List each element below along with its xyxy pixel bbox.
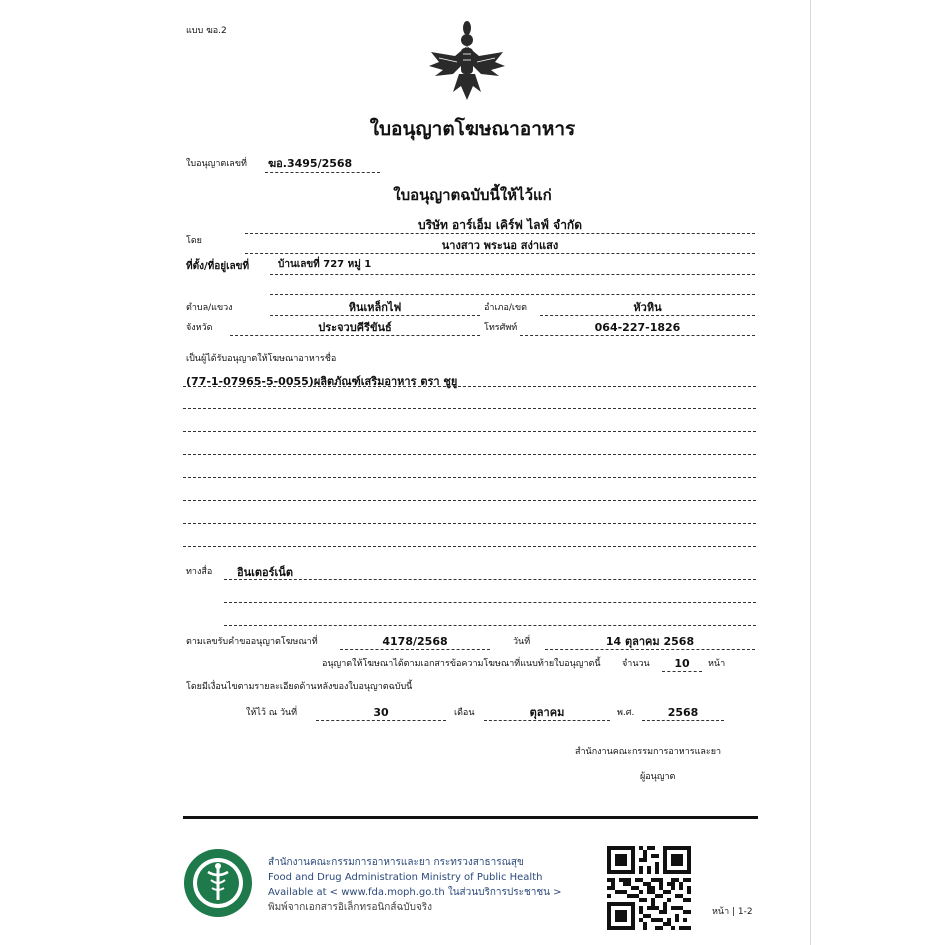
request-no-line (340, 649, 490, 650)
province-label: จังหวัด (186, 323, 213, 333)
footer-rule (183, 816, 758, 819)
request-no-value: 4178/2568 (382, 635, 448, 648)
qr-code-icon (607, 846, 691, 930)
given-label: ให้ไว้ ณ วันที่ (246, 708, 298, 718)
media-value: อินเตอร์เน็ต (237, 566, 293, 579)
pages-line (662, 671, 702, 672)
footer-line-1: สำนักงานคณะกรรมการอาหารและยา กระทรวงสาธารณสุข (268, 857, 524, 868)
phone-value: 064-227-1826 (594, 321, 681, 334)
page-number: หน้า | 1-2 (712, 907, 753, 917)
document-title: ใบอนุญาตโฆษณาอาหาร (369, 118, 576, 140)
district-value: หัวหิน (633, 301, 662, 314)
product-line-1 (183, 386, 756, 387)
footer-line-2: Food and Drug Administration Ministry of Public Health (268, 872, 543, 883)
issued-to-label: ใบอนุญาตฉบับนี้ให้ไว้แก่ (393, 186, 552, 204)
district-line (540, 315, 755, 316)
given-month: ตุลาคม (529, 706, 565, 719)
product-line-8 (183, 546, 756, 547)
district-label: อำเภอ/เขต (484, 303, 527, 313)
product-line-5 (183, 477, 756, 478)
address-value: บ้านเลขที่ 727 หมู่ 1 (278, 259, 372, 270)
license-no-line (265, 172, 380, 173)
by-line (245, 253, 755, 254)
permit-text: อนุญาตให้โฆษณาได้ตามเอกสารข้อความโฆษณาที่แนบท้ายใบอนุญาตนี้ (322, 659, 601, 669)
province-line (230, 335, 480, 336)
media-line-3 (224, 625, 756, 626)
product-name: (77-1-07965-5-0055)ผลิตภัณฑ์เสริมอาหาร ตรา ชูยู (186, 375, 458, 388)
phone-label: โทรศัพท์ (484, 323, 518, 333)
province-value: ประจวบคีรีขันธ์ (318, 321, 392, 334)
pages-unit: หน้า (708, 659, 726, 669)
garuda-emblem-icon (425, 18, 510, 103)
pages-label: จำนวน (622, 659, 650, 669)
address-line-1 (270, 274, 755, 275)
media-line-1 (224, 579, 756, 580)
pages-value: 10 (674, 657, 690, 670)
footer-line-4: พิมพ์จากเอกสารอิเล็กทรอนิกส์ฉบับจริง (268, 902, 433, 913)
phone-line (520, 335, 755, 336)
licensor-label: ผู้อนุญาต (640, 772, 676, 782)
given-year: 2568 (667, 706, 699, 719)
product-label: เป็นผู้ได้รับอนุญาตให้โฆษณาอาหารชื่อ (186, 354, 337, 364)
form-code: แบบ ฆอ.2 (186, 26, 227, 36)
ministry-seal-icon (183, 848, 253, 918)
license-no-value: ฆอ.3495/2568 (268, 157, 353, 170)
given-year-label: พ.ศ. (617, 708, 635, 718)
product-line-2 (183, 408, 756, 409)
product-line-3 (183, 431, 756, 432)
by-value: นางสาว พระนอ สง่าแสง (441, 239, 559, 252)
address-line-2 (270, 294, 755, 295)
given-day-line (316, 720, 446, 721)
subdistrict-label: ตำบล/แขวง (186, 303, 233, 313)
license-no-label: ใบอนุญาตเลขที่ (186, 159, 247, 169)
request-date-line (545, 649, 755, 650)
conditions-text: โดยมีเงื่อนไขตามรายละเอียดด้านหลังของใบอนุญาตฉบับนี้ (186, 682, 413, 692)
footer-line-3: Available at < www.fda.moph.go.th ในส่วนบริการประชาชน > (268, 887, 562, 898)
authority-name: สำนักงานคณะกรรมการอาหารและยา (575, 747, 722, 757)
given-year-line (642, 720, 724, 721)
given-month-label: เดือน (454, 708, 475, 718)
subdistrict-line (270, 315, 480, 316)
media-label: ทางสื่อ (186, 567, 213, 577)
product-line-4 (183, 454, 756, 455)
given-day: 30 (373, 706, 389, 719)
company-line (245, 233, 755, 234)
request-date-label: วันที่ (513, 637, 531, 647)
subdistrict-value: หินเหล็กไฟ (348, 301, 402, 314)
product-line-6 (183, 500, 756, 501)
request-date-value: 14 ตุลาคม 2568 (605, 635, 695, 648)
page-edge (810, 0, 811, 945)
product-line-7 (183, 523, 756, 524)
media-line-2 (224, 602, 756, 603)
address-label: ที่ตั้ง/ที่อยู่เลขที่ (186, 261, 250, 272)
request-no-label: ตามเลขรับคำขออนุญาตโฆษณาที่ (186, 637, 318, 647)
given-month-line (484, 720, 610, 721)
by-label: โดย (186, 236, 202, 246)
company-name: บริษัท อาร์เอ็ม เคิร์ฟ ไลฟ์ จำกัด (418, 218, 582, 232)
